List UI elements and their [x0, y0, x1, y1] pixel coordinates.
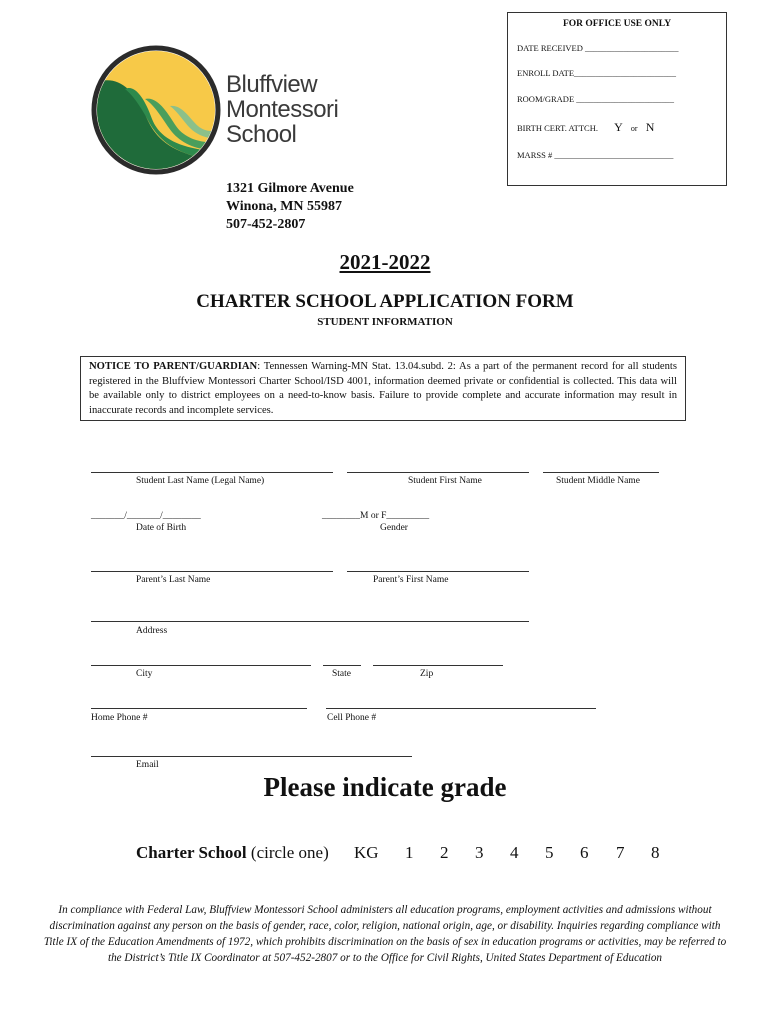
home-phone-label: Home Phone #: [91, 713, 148, 723]
school-street: 1321 Gilmore Avenue: [226, 181, 354, 196]
birth-cert-or: or: [630, 124, 638, 133]
grade-heading: Please indicate grade: [263, 772, 507, 802]
grade-option-7[interactable]: 7: [616, 843, 625, 862]
gender-label: Gender: [380, 523, 408, 533]
last-name-label: Student Last Name (Legal Name): [136, 476, 265, 486]
address-label: Address: [136, 626, 168, 636]
dob-label: Date of Birth: [136, 523, 187, 533]
school-city-state: Winona, MN 55987: [226, 199, 343, 214]
home-phone-line[interactable]: [91, 708, 307, 709]
gender-field[interactable]: ________M or F_________: [322, 511, 430, 521]
parent-last-line[interactable]: [91, 571, 333, 572]
enroll-date-field[interactable]: ENROLL DATE________________________: [517, 68, 677, 78]
state-label: State: [332, 669, 351, 679]
last-name-line[interactable]: [91, 472, 333, 473]
city-label: City: [136, 669, 153, 679]
office-use-box: [507, 12, 727, 186]
grade-option-5[interactable]: 5: [545, 843, 554, 862]
grade-label: [136, 843, 329, 863]
state-line[interactable]: [323, 665, 361, 666]
city-line[interactable]: [91, 665, 311, 666]
school-logo: [90, 44, 222, 176]
zip-line[interactable]: [373, 665, 503, 666]
grade-option-2[interactable]: 2: [440, 843, 449, 862]
birth-cert-no[interactable]: N: [645, 120, 655, 134]
grade-option-8[interactable]: 8: [651, 843, 660, 862]
school-name: [226, 72, 338, 147]
form-subtitle: STUDENT INFORMATION: [317, 316, 453, 328]
school-name-line2: Montessori: [226, 96, 339, 123]
compliance-footer: In compliance with Federal Law, Bluffview Montessori School administers all education programs, employment activities and admissions without discrimination against any person on the basis of gender, race, color, religion, national origin, age, or disability. Inquiries regarding compliance with Title IX of the Education Amendments of 1972, which prohibits discrimination on the basis of sex in education programs or activities, may be referred to the District’s Title IX Coordinator at 507-452-2807 or to the Office for Civil Rights, United States Department of Education: [43, 904, 727, 964]
grade-label-rest: (circle one): [246, 843, 329, 862]
birth-cert-label: BIRTH CERT. ATTCH.: [517, 123, 598, 133]
notice-label: NOTICE TO PARENT/GUARDIAN: [89, 361, 258, 372]
cell-phone-label: Cell Phone #: [327, 713, 377, 723]
school-phone: 507-452-2807: [226, 217, 306, 232]
email-label: Email: [136, 760, 159, 770]
grade-option-4[interactable]: 4: [510, 843, 519, 862]
grade-label-bold: Charter School: [136, 843, 247, 862]
zip-label: Zip: [420, 669, 434, 679]
form-title: CHARTER SCHOOL APPLICATION FORM: [196, 291, 574, 312]
email-line[interactable]: [91, 756, 412, 757]
school-name-line3: School: [226, 121, 297, 148]
first-name-line[interactable]: [347, 472, 529, 473]
grade-option-kg[interactable]: KG: [354, 843, 379, 862]
parent-last-label: Parent’s Last Name: [136, 575, 211, 585]
date-received-field[interactable]: DATE RECEIVED ______________________: [517, 43, 679, 53]
grade-option-6[interactable]: 6: [580, 843, 589, 862]
address-line[interactable]: [91, 621, 529, 622]
school-address: [226, 180, 354, 234]
school-year: 2021-2022: [339, 250, 431, 274]
grade-option-1[interactable]: 1: [405, 843, 414, 862]
office-use-title: FOR OFFICE USE ONLY: [562, 19, 672, 29]
dob-field[interactable]: _______/_______/________: [91, 511, 201, 521]
grade-option-3[interactable]: 3: [475, 843, 484, 862]
notice-body: : Tennessen Warning-MN Stat. 13.04.subd. 2: As a part of the permanent record for all students registered in the Bluffview Montessori Charter School/ISD 4001, information deemed private or confidential is collected. This data will be available only to district employees on a need-to-know basis. Failure to provide complete and accurate information may result in inaccurate records and incomplete services.: [89, 361, 677, 416]
parent-first-line[interactable]: [347, 571, 529, 572]
middle-name-line[interactable]: [543, 472, 659, 473]
cell-phone-line[interactable]: [326, 708, 596, 709]
first-name-label: Student First Name: [408, 476, 482, 486]
privacy-notice: [80, 356, 686, 421]
school-name-line1: Bluffview: [226, 71, 318, 98]
logo-emblem-icon: [90, 44, 222, 176]
birth-cert-row: [517, 120, 654, 135]
birth-cert-yes[interactable]: Y: [614, 120, 623, 134]
marss-field[interactable]: MARSS # ____________________________: [517, 150, 674, 160]
parent-first-label: Parent’s First Name: [373, 575, 449, 585]
room-grade-field[interactable]: ROOM/GRADE _______________________: [517, 94, 675, 104]
middle-name-label: Student Middle Name: [556, 476, 640, 486]
